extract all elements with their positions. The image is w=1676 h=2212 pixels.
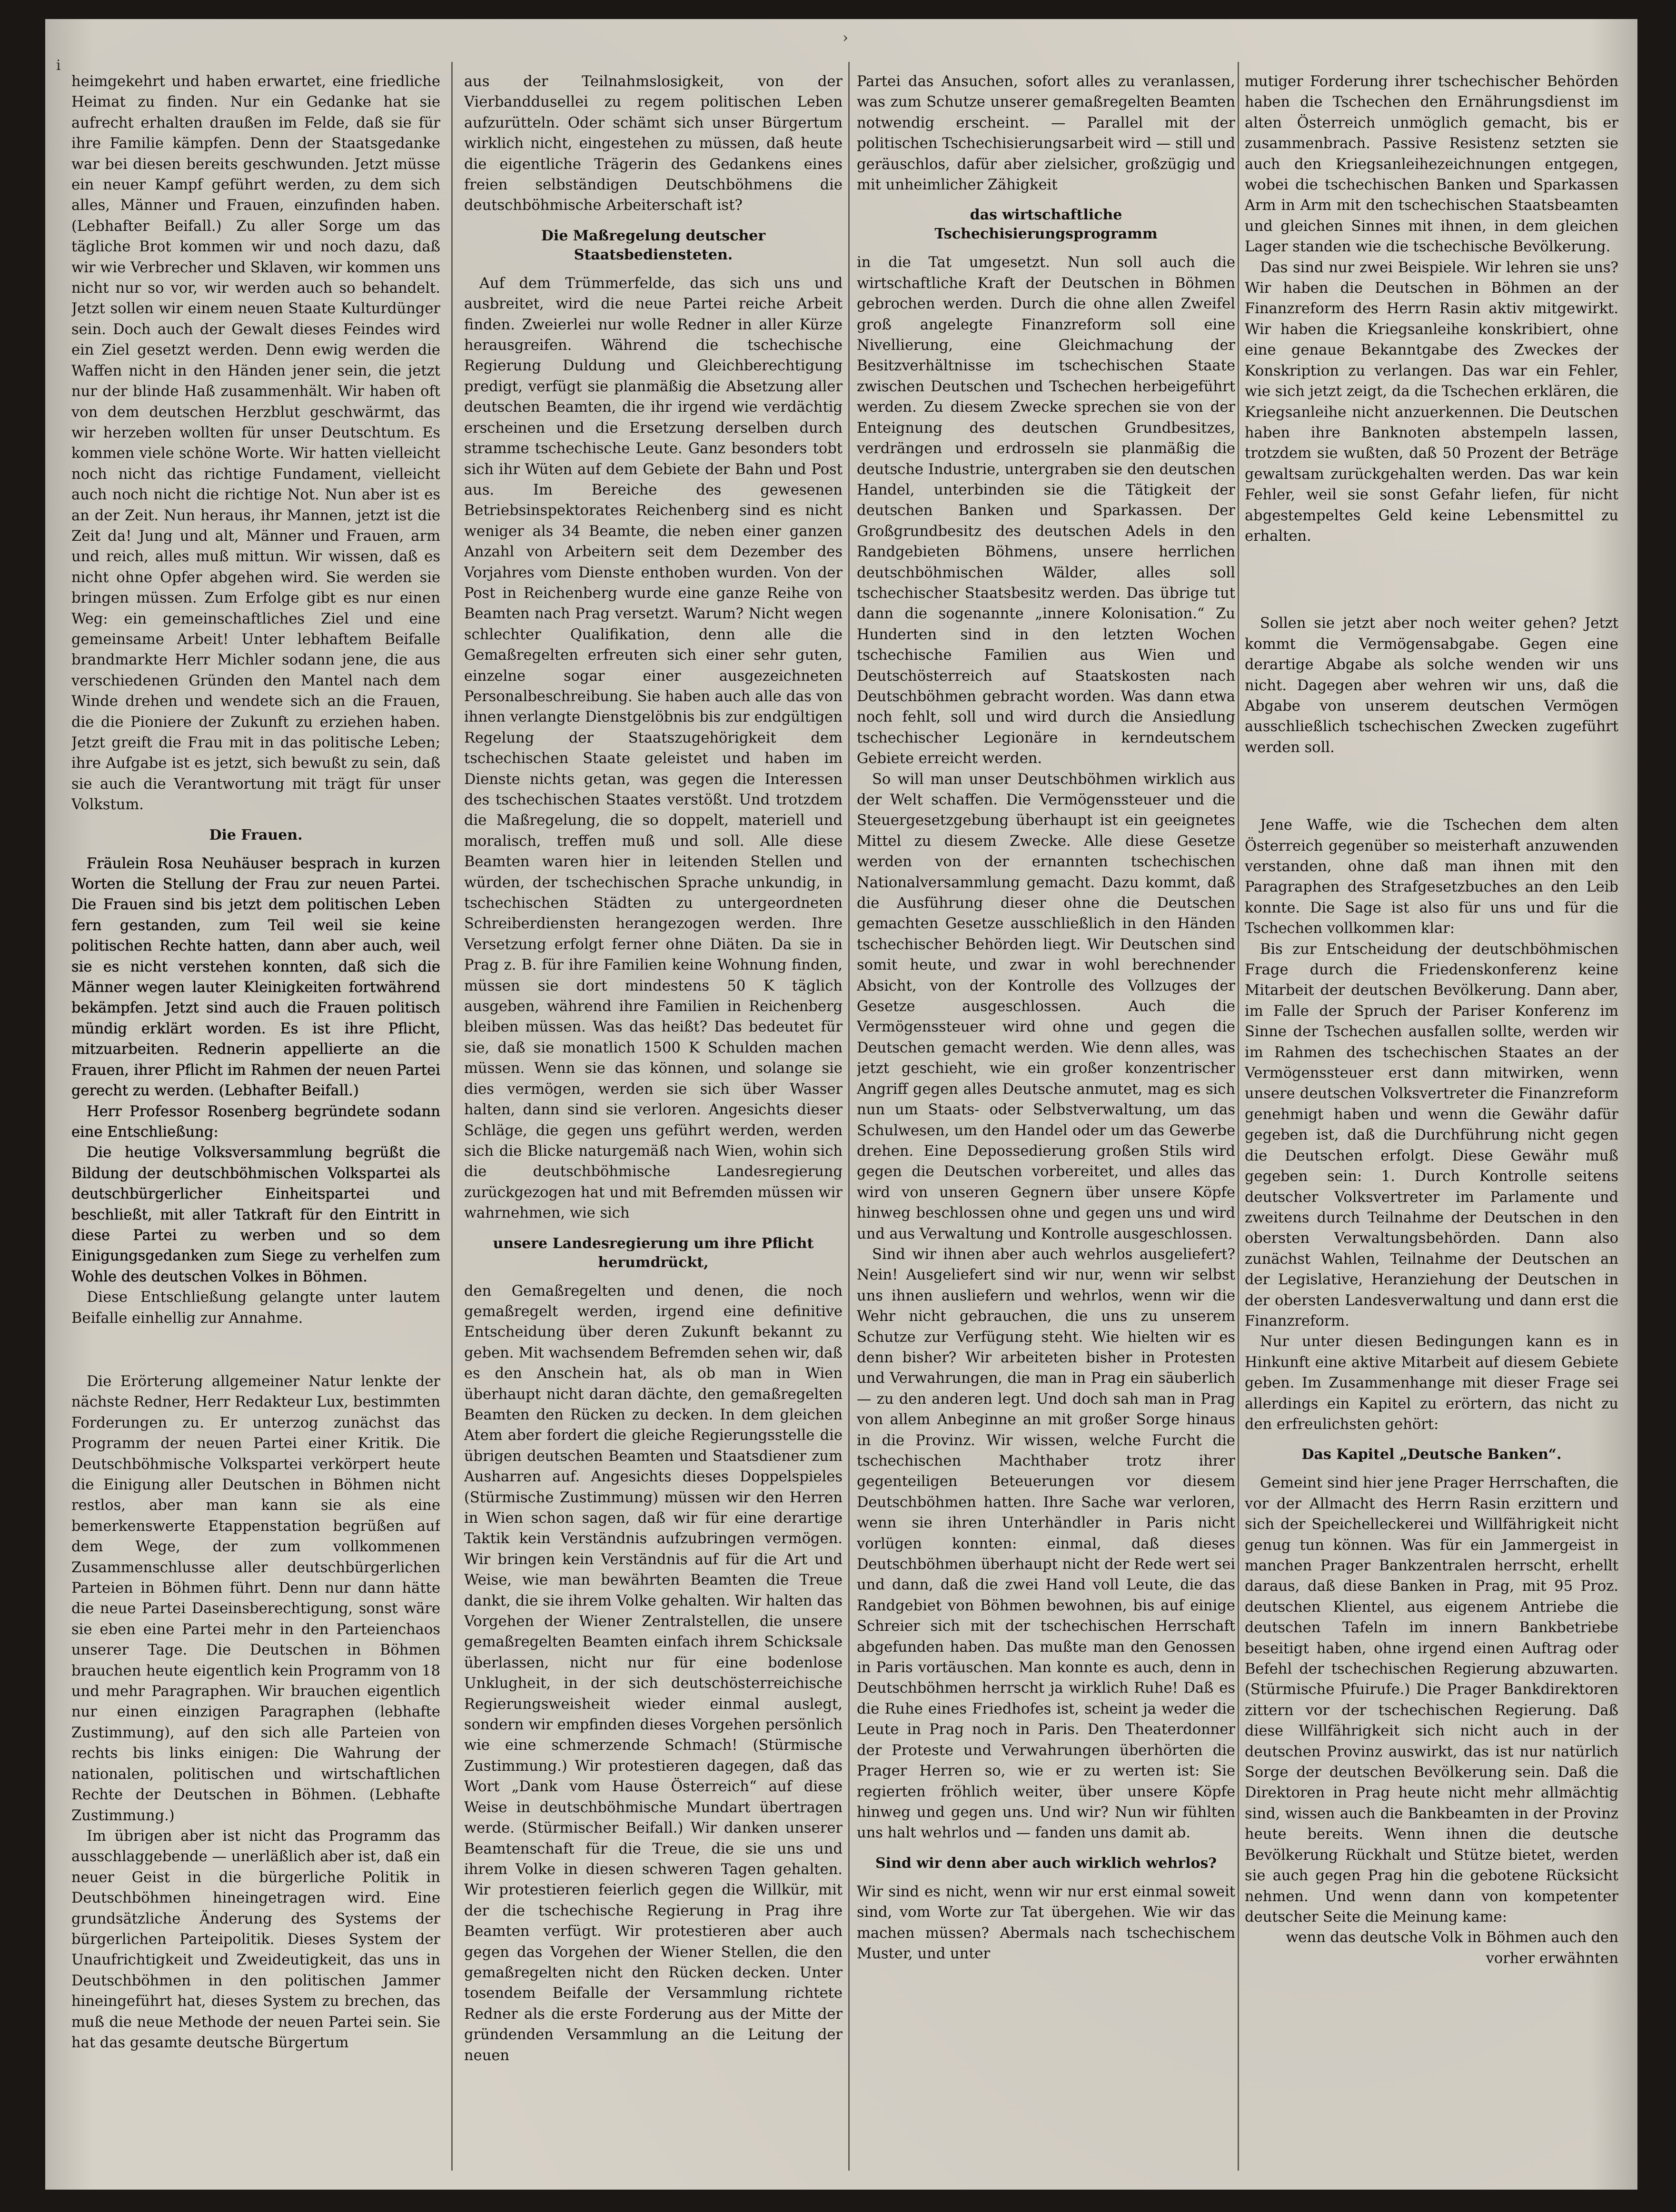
resolution-text: Die heutige Volksversammlung begrüßt die Bildung der deutschböhmischen Volkspartei als deutschbürgerlicher Einheitspartei und beschließt, mit aller Tatkraft für den Eintritt in diese Partei zu werben und so dem Einigungsgedanken zum Siege zu verhelfen zum Wohle des deutschen Volkes in Böhmen. — [71, 1144, 440, 1285]
paragraph: Gemeint sind hier jene Prager Herrschaften, die vor der Allmacht des Herrn Rasin erzittern und sich der Speichelleckerei und Willfährigkeit nicht genug tun können. Was für ein Jammergeist in manchen Prager Bankzentralen herrscht, erhellt daraus, daß diese Banken in Prag, mit 95 Proz. deutschen Klientel, aus eigenem Antriebe die deutschen Tafeln im innern Bankbetriebe beseitigt haben, ohne irgend einen Auftrag oder Befehl der tschechischen Regierung abzuwarten. (Stürmische Pfuirufe.) Die Prager Bankdirektoren zittern vor der tschechischen Regierung. Daß diese Willfährigkeit sich nicht auch in der deutschen Provinz auswirkt, das ist nur natürlich Sorge der deutschen Bevölkerung sein. Daß die Direktoren in Prag heute nicht mehr allmächtig sind, wissen auch die Bankbeamten in der Provinz heute bereits. Wenn ihnen die deutsche Bevölkerung Rückhalt und Stütze bietet, werden sie auch gegen Prag hin die gebotene Rücksicht nehmen. Und wenn dann von kompetenter deutscher Seite die Meinung kame: — [1245, 1475, 1618, 1925]
page-edge-mark: i — [56, 57, 61, 74]
column-rule-1 — [451, 62, 453, 2171]
column-rule-2 — [848, 62, 850, 2171]
section-heading: Die Frauen. — [209, 826, 303, 843]
paragraph: wenn das deutsche Volk in Böhmen auch den vorher erwähnten — [1286, 1929, 1618, 1967]
paragraph: Bis zur Entscheidung der deutschböhmischen Frage durch die Friedenskonferenz keine Mitarbeit der deutschen Bevölkerung. Dann aber, im Falle der Spruch der Pariser Konferenz im Sinne der Tschechen ausfallen sollte, werden wir im Rahmen des tschechischen Staates an der Vermögenssteuer erst dann mitwirken, wenn unsere deutschen Volksvertreter die Finanzreform genehmigt haben und wenn die Gewähr dafür gegeben ist, daß die Durchführung nicht gegen die Deutschen erfolgt. Diese Gewähr muß gegeben sein: 1. Durch Kontrolle seitens deutscher Volksvertreter im Parlamente und zweitens durch Teilnahme der Deutschen in den obersten Verwaltungsbehörden. Dann also zunächst Wahlen, Teilnahme der Deutschen an der Legislative, Heranziehung der Deutschen in der obersten Landesverwaltung und dann erst die Finanzreform. — [1245, 941, 1618, 1329]
paragraph: in die Tat umgesetzt. Nun soll auch die wirtschaftliche Kraft der Deutschen in Böhmen gebrochen werden. Durch die ohne allen Zweifel groß angelegte Finanzreform soll eine Nivellierung, eine Gleichmachung der Besitzverhältnisse im tschechischen Staate zwischen Deutschen und Tschechen herbeigeführt werden. Zu diesem Zwecke sprechen sie von der Enteignung des deutschen Grundbesitzes, verdrängen und erdrosseln sie planmäßig die deutsche Industrie, untergraben sie den deutschen Handel, unterbinden sie die Tätigkeit der deutschen Banken und Sparkassen. Der Großgrundbesitz des deutschen Adels in den Randgebieten Böhmens, unsere herrlichen deutschböhmischen Wälder, alles soll tschechischer Staatsbesitz werden. Das übrige tut dann die sogenannte „innere Kolonisation.“ Zu Hunderten sind in den letzten Wochen tschechische Familien aus Wien und Deutschösterreich auf Staatskosten nach Deutschböhmen gebracht worden. Was dann etwa noch fehlt, soll und wird durch die Ansiedlung tschechischer Legionäre in kerndeutschem Gebiete erreicht werden. — [857, 254, 1235, 767]
paragraph: Im übrigen aber ist nicht das Programm das ausschlaggebende — unerläßlich aber ist, daß ein neuer Geist in die bürgerliche Politik in Deutschböhmen hineingetragen wird. Eine grundsätzliche Änderung des Systems der bürgerlichen Parteipolitik. Dieses System der Unaufrichtigkeit und Zweideutigkeit, das uns in Deutschböhmen in den politischen Jammer hineingeführt hat, dieses System zu brechen, das muß die neue Methode der neuen Partei sein. Sie hat das gesamte deutsche Bürgertum — [71, 1827, 440, 2051]
column-3 — [857, 71, 1235, 2156]
section-heading: Sind wir denn aber auch wirklich wehrlos? — [875, 1855, 1217, 1872]
paragraph: Jene Waffe, wie die Tschechen dem alten Österreich gegenüber so meisterhaft anzuwenden verstanden, ohne daß man ihnen mit den Paragraphen des Strafgesetzbuches an den Leib konnte. Die Sage ist also für uns und für die Tschechen vollkommen klar: — [1245, 817, 1618, 937]
paragraph: Nur unter diesen Bedingungen kann es in Hinkunft eine aktive Mitarbeit auf diesem Gebiete geben. Im Zusammenhange mit dieser Frage sei allerdings ein Kapitel zu erörtern, das nicht zu den erfreulichsten gehört: — [1245, 1333, 1618, 1433]
paragraph: Partei das Ansuchen, sofort alles zu veranlassen, was zum Schutze unserer gemaßregelten Beamten notwendig erscheint. — Parallel mit der politischen Tschechisierungsarbeit wird — still und geräuschlos, dafür aber zielsicher, großzügig und mit unheimlicher Zähigkeit — [857, 73, 1235, 194]
spacer — [1245, 758, 1618, 815]
section-heading: unsere Landesregierung um ihre Pflicht herumdrückt, — [493, 1235, 814, 1271]
paragraph: Herr Professor Rosenberg begründete sodann eine Entschließung: — [71, 1103, 440, 1141]
column-2 — [464, 71, 843, 2156]
column-1 — [71, 71, 440, 2156]
section-heading: Die Maßregelung deutscher Staatsbediensteten. — [541, 227, 766, 263]
paragraph: Diese Entschließung gelangte unter lautem Beifalle einhellig zur Annahme. — [71, 1289, 440, 1327]
paragraph: Sollen sie jetzt aber noch weiter gehen? Jetzt kommt die Vermögensabgabe. Gegen eine derartige Abgabe als solche wenden wir uns nicht. Dagegen aber wehren wir uns, daß die Abgabe von unserem deutschen Vermögen ausschließlich tschechischen Zwecken zugeführt werden soll. — [1245, 615, 1618, 756]
paragraph: Die Erörterung allgemeiner Natur lenkte der nächste Redner, Herr Redakteur Lux, bestimmten Forderungen zu. Er unterzog zunächst das Programm der neuen Partei einer Kritik. Die Deutschböhmische Volkspartei verkörpert heute die Einigung aller Deutschen in Böhmen nicht restlos, aber man kann sie als eine bemerkenswerte Etappenstation begrüßen auf dem Wege, der zum vollkommenen Zusammenschlusse aller deutschbürgerlichen Parteien in Böhmen führt. Denn nur dann hätte die neue Partei Daseinsberechtigung, sonst wäre sie eben eine Partei mehr in den Parteienchaos unserer Tage. Die Deutschen in Böhmen brauchen heute eigentlich kein Programm von 18 und mehr Paragraphen. Wir brauchen eigentlich nur einen einzigen Paragraphen (lebhafte Zustimmung), auf den sich alle Parteien von rechts bis links einigen: Die Wahrung der nationalen, politischen und wirtschaftlichen Rechte der Deutschen in Böhmen. (Lebhafte Zustimmung.) — [71, 1373, 440, 1824]
paragraph: Das sind nur zwei Beispiele. Wir lehren sie uns? Wir haben die Deutschen in Böhmen an der Finanzreform des Herrn Rasin aktiv mitgewirkt. Wir haben die Kriegsanleihe konskribiert, ohne eine genaue Bekanntgabe des Zweckes der Konskription zu verlangen. Das war ein Fehler, wie sich jetzt zeigt, da die Tschechen erklären, die Kriegsanleihe nicht anzuerkennen. Die Deutschen haben ihre Banknoten abstempeln lassen, trotzdem sie wußten, daß 50 Prozent der Beträge gewaltsam zurückgehalten werden. Das war kein Fehler, weil sie sonst Gefahr liefen, für nicht abgestempeltes Geld keine Lebensmittel zu erhalten. — [1245, 259, 1618, 545]
paragraph: aus der Teilnahmslosigkeit, von der Vierbanddusellei zu regem politischen Leben aufzurütteln. Oder schämt sich unser Bürgertum wirklich nicht, eingestehen zu müssen, daß heute die eigentliche Trägerin des Gedankens eines freien selbständigen Deutschböhmens die deutschböhmische Arbeiterschaft ist? — [464, 73, 843, 214]
spacer — [71, 1329, 440, 1371]
section-heading: das wirtschaftliche Tschechisierungsprogramm — [934, 207, 1158, 243]
spacer — [1245, 546, 1618, 613]
paragraph: mutiger Forderung ihrer tschechischer Behörden haben die Tschechen den Ernährungsdienst im alten Österreich unmöglich gemacht, bis er zusammenbrach. Passive Resistenz setzten sie auch den Kriegsanleihezeichnungen entgegen, wobei die tschechischen Banken und Sparkassen Arm in Arm mit den tschechischen Staatsbeamten und gleichen Sinnes mit ihnen, in dem gleichen Lager standen wie die tschechische Bevölkerung. — [1245, 73, 1618, 256]
paragraph: Fräulein Rosa Neuhäuser besprach in kurzen Worten die Stellung der Frau zur neuen Partei. Die Frauen sind bis jetzt dem politischen Leben fern gestanden, zum Teil weil sie keine politischen Rechte hatten, dann aber auch, weil sie es nicht verstehen konnten, daß sich die Männer wegen lauter Kleinigkeiten fortwährend bekämpfen. Jetzt sind auch die Frauen politisch mündig erklärt worden. Es ist ihre Pflicht, mitzuarbeiten. Rednerin appellierte an die Frauen, ihrer Pflicht im Rahmen der neuen Partei gerecht zu werden. (Lebhafter Beifall.) — [71, 855, 440, 1100]
section-heading: Das Kapitel „Deutsche Banken“. — [1301, 1446, 1562, 1463]
paragraph: den Gemaßregelten und denen, die noch gemaßregelt werden, irgend eine definitive Entscheidung über deren Zukunft bekannt zu geben. Mit wachsendem Befremden sehen wir, daß es den Anschein hat, als ob man in Wien überhaupt nicht daran dächte, den gemaßregelten Beamten den Rücken zu decken. In dem gleichen Atem aber fordert die gleiche Regierungsstelle die übrigen deutschen Beamten und Staatsdiener zum Ausharren auf. Angesichts dieses Doppelspieles (Stürmische Zustimmung) müssen wir den Herren in Wien schon sagen, daß wir für eine derartige Taktik kein Verständnis aufzubringen vermögen. Wir bringen kein Verständnis auf für die Art und Weise, wie man bewährten Beamten die Treue dankt, die sie ihrem Volke gehalten. Wir halten das Vorgehen der Wiener Zentralstellen, die unsere gemaßregelten Beamten einfach ihrem Schicksale überlassen, nicht nur für eine bodenlose Unklugheit, in der sich deutschösterreichische Regierungsweisheit wieder einmal auslegt, sondern wir empfinden dieses Vorgehen persönlich wie eine schmerzende Schmach! (Stürmische Zustimmung.) Wir protestieren dagegen, daß das Wort „Dank vom Hause Österreich“ auf diese Weise in deutschböhmische Mundart übertragen werde. (Stürmischer Beifall.) Wir danken unserer Beamtenschaft für die Treue, die sie uns und ihrem Volke in diesen schweren Tagen gehalten. Wir protestieren feierlich gegen die Willkür, mit der die tschechische Regierung in Prag ihre Beamten verfügt. Wir protestieren aber auch gegen das Vorgehen der Wiener Stellen, die den gemaßregelten nicht den Rücken decken. Unter tosendem Beifalle der Versammlung richtete Redner als die erste Forderung aus der Mitte der gründenden Versammlung an die Leitung der neuen — [464, 1282, 843, 2064]
paragraph: So will man unser Deutschböhmen wirklich aus der Welt schaffen. Die Vermögenssteuer und die Steuergesetzgebung überhaupt ist ein geeignetes Mittel zu diesem Zwecke. Alle diese Gesetze werden von der ernannten tschechischen Nationalversammlung gemacht. Dazu kommt, daß die Ausführung dieser ohne die Deutschen gemachten Gesetze ausschließlich in den Händen tschechischer Behörden liegt. Wir Deutschen sind somit heute, und zwar in wohl berechnender Absicht, von der Kontrolle des Vollzuges der Gesetze ausgeschlossen. Auch die Vermögenssteuer wird ohne und gegen die Deutschen gemacht werden. Wie denn alles, was jetzt geschieht, wie ein großer konzentrischer Angriff gegen alles Deutsche anmutet, mag es sich nun um Staats- oder Selbstverwaltung, um das Schulwesen, um den Handel oder um das Gewerbe drehen. Eine Depossedierung großen Stils wird gegen die Deutschen vorbereitet, und alles das wird von unseren Gegnern über unsere Köpfe hinweg beschlossen ohne und gegen uns und wird und aus Verwaltung und Kontrolle ausgeschlossen. — [857, 771, 1235, 1242]
column-4 — [1245, 71, 1618, 2156]
paragraph: Auf dem Trümmerfelde, das sich uns und ausbreitet, wird die neue Partei reiche Arbeit finden. Zweierlei nur wolle Redner in aller Kürze herausgreifen. Während die tschechische Regierung Duldung und Gleichberechtigung predigt, verfügt sie planmäßig die Absetzung aller deutschen Beamten, die ihr irgend wie verdächtig erscheinen und die Ersetzung derselben durch stramme tschechische Leute. Ganz besonders tobt sich ihr Wüten auf dem Gebiete der Bahn und Post aus. Im Bereiche des gewesenen Betriebsinspektorates Reichenberg sind es nicht weniger als 34 Beamte, die neben einer ganzen Anzahl von Arbeitern seit dem Dezember des Vorjahres vom Dienste enthoben wurden. Von der Post in Reichenberg wurde eine ganze Reihe von Beamten nach Prag versetzt. Warum? Nicht wegen schlechter Qualifikation, denn alle die Gemaßregelten erfreuten sich einer sehr guten, einzelne sogar einer ausgezeichneten Personalbeschreibung. Sie haben auch alle das von ihnen verlangte Dienstgelöbnis bis zur endgültigen Regelung der Staatszugehörigkeit dem tschechischen Staate geleistet und haben im Dienste nichts getan, was gegen die Interessen des tschechischen Staates verstößt. Und trotzdem die Maßregelung, die so doppelt, materiell und moralisch, treffen muß und soll. Alle diese Beamten waren hier in leitenden Stellen und würden, der tschechischen Sprache unkundig, in tschechischen Städten zu untergeordneten Schreiberdiensten herangezogen werden. Ihre Versetzung erfolgt ferner ohne Diäten. Da sie in Prag z. B. für ihre Familien keine Wohnung finden, müssen sie dort mindestens 50 K täglich ausgeben, während ihre Familien in Reichenberg bleiben müssen. Was das heißt? Das bedeutet für sie, daß sie monatlich 1500 K Schulden machen müssen. Wenn sie das können, und solange sie dies vermögen, werden sie sich über Wasser halten, dann sind sie verloren. Angesichts dieser Schläge, die gegen uns geführt werden, werden sich die Blicke naturgemäß nach Wien, wohin sich die deutschböhmische Landesregierung zurückgezogen hat und mit Befremden müssen wir wahrnehmen, wie sich — [464, 275, 843, 1222]
paragraph: heimgekehrt und haben erwartet, eine friedliche Heimat zu finden. Nur ein Gedanke hat sie aufrecht erhalten draußen im Felde, daß sie für ihre Familie kämpfen. Denn der Staatsgedanke war bei diesen bereits geschwunden. Jetzt müsse ein neuer Kampf geführt werden, zu dem sich alles, Männer und Frauen, einzufinden haben. (Lebhafter Beifall.) Zu aller Sorge um das tägliche Brot kommen wir und noch dazu, daß wir wie Verbrecher und Sklaven, wir kommen uns nicht nur so vor, wir werden auch so behandelt. Jetzt sollen wir einem neuen Staate Kulturdünger sein. Doch auch der Gewalt dieses Feindes wird ein Ziel gesetzt werden. Denn ewig werden die Waffen nicht in den Händen jener sein, die jetzt nur der blinde Haß zusammenhält. Wir haben oft von dem deutschen Herzblut geschwärmt, das wir herzeben wollten für unser Deutschtum. Es kommen viele schöne Worte. Wir hatten vielleicht noch nicht das richtige Fundament, vielleicht auch noch nicht die richtige Not. Nun aber ist es an der Zeit. Nun heraus, ihr Mannen, jetzt ist die Zeit da! Jung und alt, Männer und Frauen, arm und reich, alles muß mittun. Wir wissen, daß es nicht ohne Opfer abgehen wird. Sie werden sie bringen müssen. Zum Erfolge gibt es nur einen Weg: ein gemeinschaftliches Ziel und eine gemeinsame Arbeit! Unter lebhaftem Beifalle brandmarkte Herr Michler sodann jene, die aus verschiedenen Gründen den Mantel nach dem Winde drehen und wendete sich an die Frauen, die die Pioniere der Zukunft zu erziehen haben. Jetzt greift die Frau mit in das politische Leben; ihre Aufgabe ist es jetzt, sich bewußt zu sein, daß sie auch die Verantwortung mit trägt für unser Volkstum. — [71, 73, 440, 813]
paragraph: Sind wir ihnen aber auch wehrlos ausgeliefert? Nein! Ausgeliefert sind wir nur, wenn wir selbst uns ihnen ausliefern und wehrlos, wenn wir die Wehr nicht gebrauchen, die uns zu unserem Schutze zur Verfügung steht. Wie hielten wir es denn bisher? Wir arbeiteten bisher in Protesten und Verwahrungen, die man in Prag ein säuberlich — zu den anderen legt. Und doch sah man in Prag von allem Anbeginne an mit großer Sorge hinaus in die Provinz. Wir wissen, welche Furcht die tschechischen Machthaber trotz ihrer gegenteiligen Beteuerungen vor diesem Deutschböhmen hatten. Ihre Sache war verloren, wenn sie ihren Unterhändler in Paris nicht vorlügen konnten: einmal, daß dieses Deutschböhmen überhaupt nicht der Rede wert sei und dann, daß die zwei Hand voll Leute, die das Randgebiet von Böhmen bewohnen, bis auf einige Schreier sich mit der tschechischen Herrschaft abgefunden haben. Das mußte man den Genossen in Paris vortäuschen. Man konnte es auch, denn in Deutschböhmen herrscht ja wirklich Ruhe! Daß es die Ruhe eines Friedhofes ist, scheint ja weder die Leute in Prag noch in Paris. Den Theaterdonner der Proteste und Verwahrungen überhörten die Prager Herren so, wie er zu werten ist: Sie regierten fröhlich weiter, über unsere Köpfe hinweg und gegen uns. Und wir? Nun wir fühlten uns halt wehrlos und — fanden uns damit ab. — [857, 1246, 1235, 1842]
page-top-mark: › — [843, 30, 848, 46]
column-rule-3 — [1238, 62, 1239, 2171]
paragraph: Wir sind es nicht, wenn wir nur erst einmal soweit sind, vom Worte zur Tat übergehen. Wie wir das machen müssen? Abermals nach tschechischem Muster, und unter — [857, 1883, 1235, 1962]
